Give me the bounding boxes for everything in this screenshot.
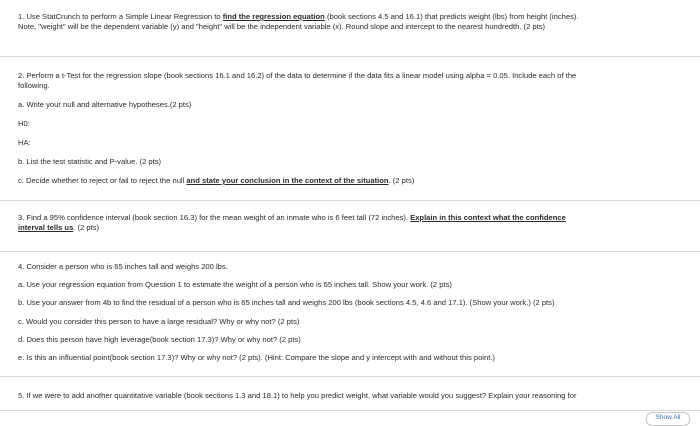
q4-part-d: d. Does this person have high leverage(book section 17.3)? Why or why not? (2 pts) xyxy=(18,335,301,344)
q2-line-2: following. xyxy=(18,81,50,90)
q1-line-2: Note, "weight" will be the dependent variable (y) and "height" will be the independent variable (x). Round slope and intercept to the nearest hundredth. (2 pts) xyxy=(18,22,546,31)
q1-line-1: 1. Use StatCrunch to perform a Simple Linear Regression to find the regression equation (book sections 4.5 and 16.1) that predicts weight (lbs) from height (inches). xyxy=(18,12,579,21)
q5-line-1: 5. If we were to add another quantitative variable (book sections 1.3 and 18.1) to help you predict weight, what variable would you suggest? Explain your reasoning for xyxy=(18,391,577,400)
q4-part-e: e. Is this an influential point(book section 17.3)? Why or why not? (2 pts). (Hint: Compare the slope and y intercept with and without this point.) xyxy=(18,353,495,362)
q4-part-c: c. Would you consider this person to have a large residual? Why or why not? (2 pts) xyxy=(18,317,300,326)
question-2 xyxy=(18,71,684,91)
q3-line-1: 3. Find a 95% confidence interval (book section 16.3) for the mean weight of an inmate who is 6 feet tall (72 inches). Explain in this context what the confidence xyxy=(18,213,566,222)
question-1 xyxy=(18,12,684,32)
q2-line-1: 2. Perform a t-Test for the regression slope (book sections 16.1 and 16.2) of the data to determine if the data fits a linear model using alpha = 0.05. Include each of the xyxy=(18,71,577,80)
q4-part-b: b. Use your answer from 4b to find the residual of a person who is 65 inches tall and weighs 200 lbs (book sections 4.5, 4.6 and 17.1). (Show your work.) (2 pts) xyxy=(18,298,555,307)
q3-line-2: interval tells us. (2 pts) xyxy=(18,223,100,232)
q4-intro: 4. Consider a person who is 65 inches tall and weighs 200 lbs. xyxy=(18,262,228,271)
q2-emphasis: and state your conclusion in the context of the situation xyxy=(186,176,389,185)
q3-emphasis-cont: interval tells us xyxy=(18,223,74,232)
divider xyxy=(0,376,700,377)
q2-part-c: c. Decide whether to reject or fail to reject the null and state your conclusion in the context of the situation. (2 pts) xyxy=(18,176,415,185)
divider xyxy=(0,200,700,201)
question-3 xyxy=(18,213,684,233)
divider xyxy=(0,56,700,57)
q2-part-a: a. Write your null and alternative hypotheses.(2 pts) xyxy=(18,100,192,109)
q2-ha: HA: xyxy=(18,138,31,147)
q1-emphasis: find the regression equation xyxy=(222,12,325,21)
divider xyxy=(0,251,700,252)
q4-part-a: a. Use your regression equation from Question 1 to estimate the weight of a person who is 65 inches tall. Show your work. (2 pts) xyxy=(18,280,452,289)
q2-h0: H0: xyxy=(18,119,30,128)
show-all-button[interactable]: Show All xyxy=(646,412,690,426)
divider xyxy=(0,410,700,411)
q2-part-b: b. List the test statistic and P-value. (2 pts) xyxy=(18,157,162,166)
q3-emphasis: Explain in this context what the confidence xyxy=(410,213,566,222)
